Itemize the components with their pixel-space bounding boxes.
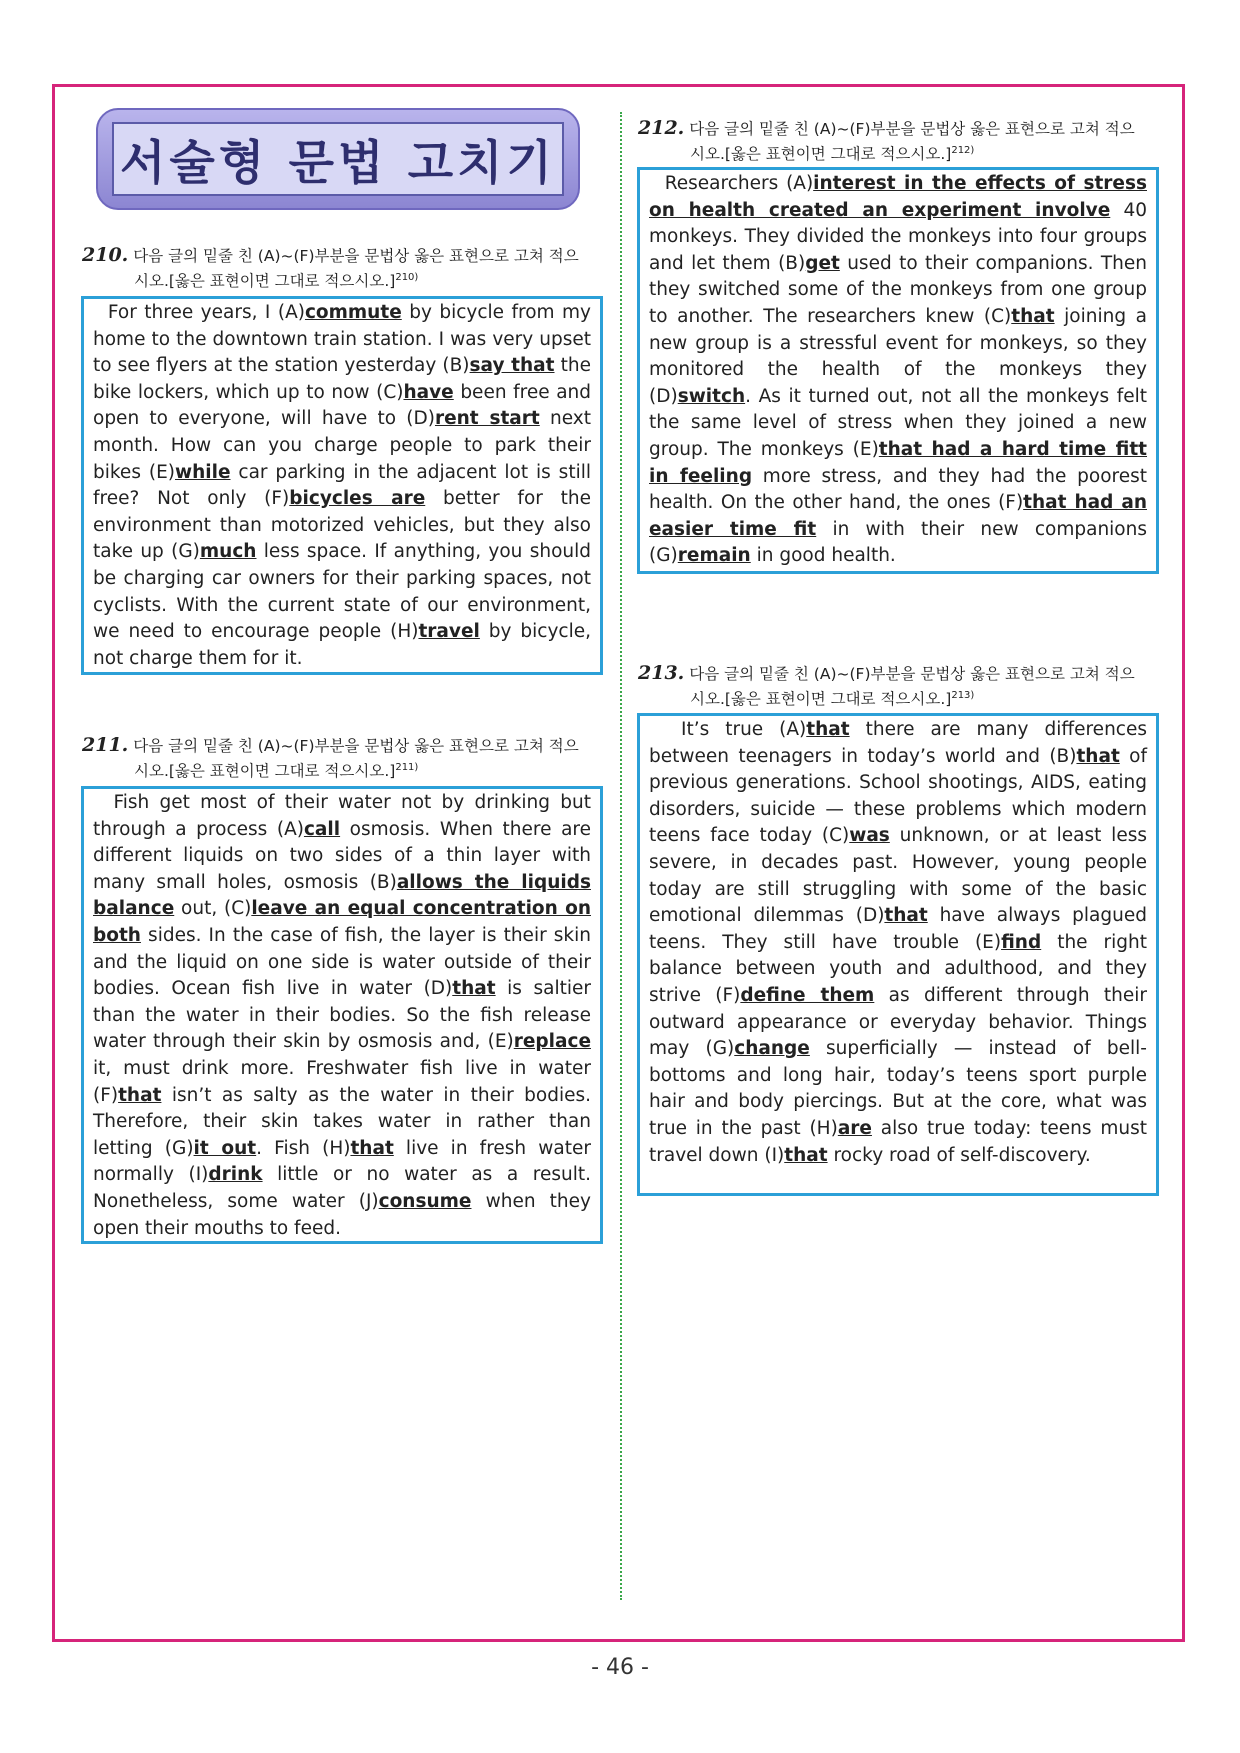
underlined-phrase: it out bbox=[193, 1137, 257, 1159]
underlined-phrase: travel bbox=[418, 621, 480, 643]
passage-text: Researchers (A) bbox=[649, 173, 814, 194]
passage-text: isn’t as salty as the water in their bodies. Therefore, their skin takes water in rather than letting (G) bbox=[93, 1084, 591, 1159]
passage-text: little or no water as a result. Nonetheless, some water (J) bbox=[93, 1164, 592, 1212]
passage-text: better for the environment than motorized vehicles, but they also take up (G) bbox=[93, 488, 592, 563]
underlined-phrase: remain bbox=[677, 545, 751, 567]
underlined-phrase: allows the liquids balance bbox=[93, 871, 591, 920]
question-number: 212. bbox=[638, 117, 685, 139]
passage-text: superficially — instead of bell-bottoms and long hair, today’s teens sport purple hair and body piercings. But at the core, what was true in the past (H) bbox=[649, 1038, 1147, 1139]
question-instruction-cont: 시오.[옳은 표현이면 그대로 적으시오.] bbox=[134, 762, 396, 781]
question-instruction-cont: 시오.[옳은 표현이면 그대로 적으시오.] bbox=[690, 145, 952, 164]
passage-text: Fish get most of their water not by drinking but through a process (A) bbox=[93, 792, 591, 840]
passage-text: also true today: teens must travel down (I) bbox=[649, 1117, 1147, 1166]
footnote-ref: 212) bbox=[951, 145, 975, 156]
underlined-phrase: that had a hard time fitt in feeling bbox=[649, 438, 1148, 487]
underlined-phrase: commute bbox=[304, 302, 402, 323]
passage-text: It’s true (A) bbox=[649, 719, 807, 740]
passage-box-212 bbox=[637, 167, 1159, 574]
page-title: 서술형 문법 고치기 bbox=[120, 135, 556, 191]
underlined-phrase: that bbox=[806, 719, 850, 740]
question-instruction-cont: 시오.[옳은 표현이면 그대로 적으시오.] bbox=[134, 272, 396, 291]
passage-box-211 bbox=[81, 786, 603, 1244]
underlined-phrase: change bbox=[734, 1038, 810, 1060]
underlined-phrase: that bbox=[118, 1084, 162, 1106]
passage-text: used to their companions. Then they switched some of the monkeys from one group to another. The researchers knew (C) bbox=[649, 252, 1147, 327]
passage-text: is saltier than the water in their bodies. So the fish release water through their skin by osmosis and, (E) bbox=[93, 978, 592, 1053]
passage-text: next month. How can you charge people to park their bikes (E) bbox=[93, 408, 591, 483]
question-instruction-cont: 시오.[옳은 표현이면 그대로 적으시오.] bbox=[690, 690, 952, 709]
passage-text: live in fresh water normally (I) bbox=[93, 1137, 591, 1186]
passage-text: car parking in the adjacent lot is still free? Not only (F) bbox=[93, 461, 591, 510]
underlined-phrase: rent start bbox=[434, 408, 540, 430]
passage-text: by bicycle, not charge them for it. bbox=[93, 621, 592, 669]
underlined-phrase: bicycles are bbox=[289, 488, 426, 510]
passage-text: the right balance between youth and adulthood, and they strive (F) bbox=[649, 931, 1147, 1006]
title-banner-inner bbox=[112, 122, 564, 196]
column-divider bbox=[620, 112, 622, 1600]
underlined-phrase: much bbox=[199, 541, 257, 563]
question-instruction: 다음 글의 밑줄 친 (A)~(F)부분을 문법상 옳은 표현으로 고쳐 적으 bbox=[689, 665, 1135, 683]
underlined-phrase: consume bbox=[378, 1190, 472, 1212]
question-header-210 bbox=[82, 244, 602, 292]
question-instruction: 다음 글의 밑줄 친 (A)~(F)부분을 문법상 옳은 표현으로 고쳐 적으 bbox=[689, 120, 1135, 138]
underlined-phrase: say that bbox=[469, 355, 555, 377]
underlined-phrase: while bbox=[175, 461, 231, 483]
passage-text: been free and open to everyone, will have to (D) bbox=[93, 381, 591, 430]
passage-text: in with their new companions (G) bbox=[649, 518, 1147, 567]
passage-text: For three years, I (A) bbox=[93, 302, 305, 323]
underlined-phrase: replace bbox=[513, 1031, 591, 1053]
passage-text: out, (C) bbox=[174, 898, 252, 920]
passage-text: in good health. bbox=[750, 545, 896, 567]
question-instruction: 다음 글의 밑줄 친 (A)~(F)부분을 문법상 옳은 표현으로 고쳐 적으 bbox=[133, 247, 579, 265]
passage-text: joining a new group is a stressful event for monkeys, so they monitored the health of the monkeys they (D) bbox=[649, 305, 1147, 407]
question-number: 210. bbox=[82, 244, 129, 266]
passage-text: by bicycle from my home to the downtown train station. I was very upset to see flyers at the station yesterday (B) bbox=[93, 302, 591, 377]
passage-text: osmosis. When there are different liquids on two sides of a thin layer with many small holes, osmosis (B) bbox=[93, 818, 591, 893]
question-header-213 bbox=[638, 662, 1158, 710]
title-banner bbox=[96, 108, 580, 210]
passage-text: more stress, and they had the poorest health. On the other hand, the ones (F) bbox=[649, 465, 1147, 514]
passage-text: rocky road of self-discovery. bbox=[827, 1144, 1091, 1166]
question-number: 211. bbox=[82, 734, 129, 756]
passage-text: as different through their outward appearance or everyday behavior. Things may (G) bbox=[649, 984, 1147, 1060]
underlined-phrase: that bbox=[452, 978, 496, 1000]
underlined-phrase: find bbox=[1001, 931, 1042, 953]
passage-text: . Fish (H) bbox=[256, 1137, 351, 1159]
question-header-211 bbox=[82, 734, 602, 782]
footnote-ref: 213) bbox=[951, 690, 975, 701]
passage-text: sides. In the case of fish, the layer is their skin and the liquid on one side is water outside of their bodies. Ocean fish live in water (D) bbox=[93, 924, 591, 1000]
underlined-phrase: was bbox=[849, 825, 890, 847]
passage-text: the bike lockers, which up to now (C) bbox=[93, 355, 591, 403]
underlined-phrase: switch bbox=[677, 385, 746, 407]
passage-box-213 bbox=[637, 713, 1159, 1196]
question-header-212 bbox=[638, 117, 1158, 165]
passage-text: unknown, or at least less severe, in decades past. However, young people today are still struggling with some of the basic emotional dilemmas (D) bbox=[649, 825, 1147, 927]
underlined-phrase: that had an easier time fit bbox=[649, 492, 1148, 540]
underlined-phrase: leave an equal concentration on both bbox=[93, 898, 591, 946]
underlined-phrase: are bbox=[837, 1117, 872, 1139]
underlined-phrase: that bbox=[1076, 745, 1120, 767]
passage-text: less space. If anything, you should be charging car owners for their parking spaces, not cyclists. With the current state of our environment, we need to encourage people (H) bbox=[93, 541, 592, 643]
passage-box-210 bbox=[81, 296, 603, 675]
page-number: - 46 - bbox=[591, 1655, 649, 1680]
underlined-phrase: drink bbox=[208, 1164, 263, 1186]
underlined-phrase: that bbox=[350, 1137, 394, 1159]
question-number: 213. bbox=[638, 662, 685, 684]
passage-text: when they open their mouths to feed. bbox=[93, 1190, 591, 1239]
underlined-phrase: call bbox=[303, 818, 341, 840]
passage-text: . As it turned out, not all the monkeys felt the same level of stress when they joined a new group. The monkeys (E) bbox=[649, 385, 1147, 460]
passage-text: it, must drink more. Freshwater fish live in water (F) bbox=[93, 1057, 591, 1106]
underlined-phrase: that bbox=[784, 1144, 828, 1166]
footnote-ref: 211) bbox=[395, 762, 419, 773]
passage-text: of previous generations. School shootings, AIDS, eating disorders, suicide — these problems which modern teens face today (C) bbox=[649, 745, 1147, 847]
underlined-phrase: have bbox=[403, 381, 454, 403]
underlined-phrase: that bbox=[1011, 305, 1055, 327]
underlined-phrase: get bbox=[805, 252, 840, 274]
passage-text: there are many differences between teenagers in today’s world and (B) bbox=[649, 719, 1147, 767]
passage-text: 40 monkeys. They divided the monkeys into four groups and let them (B) bbox=[649, 199, 1148, 274]
underlined-phrase: that bbox=[884, 905, 928, 927]
underlined-phrase: interest in the effects of stress on health created an experiment involve bbox=[649, 173, 1147, 221]
footnote-ref: 210) bbox=[395, 272, 419, 283]
passage-text: have always plagued teens. They still have trouble (E) bbox=[649, 905, 1147, 953]
question-instruction: 다음 글의 밑줄 친 (A)~(F)부분을 문법상 옳은 표현으로 고쳐 적으 bbox=[133, 737, 579, 755]
underlined-phrase: define them bbox=[740, 984, 875, 1006]
